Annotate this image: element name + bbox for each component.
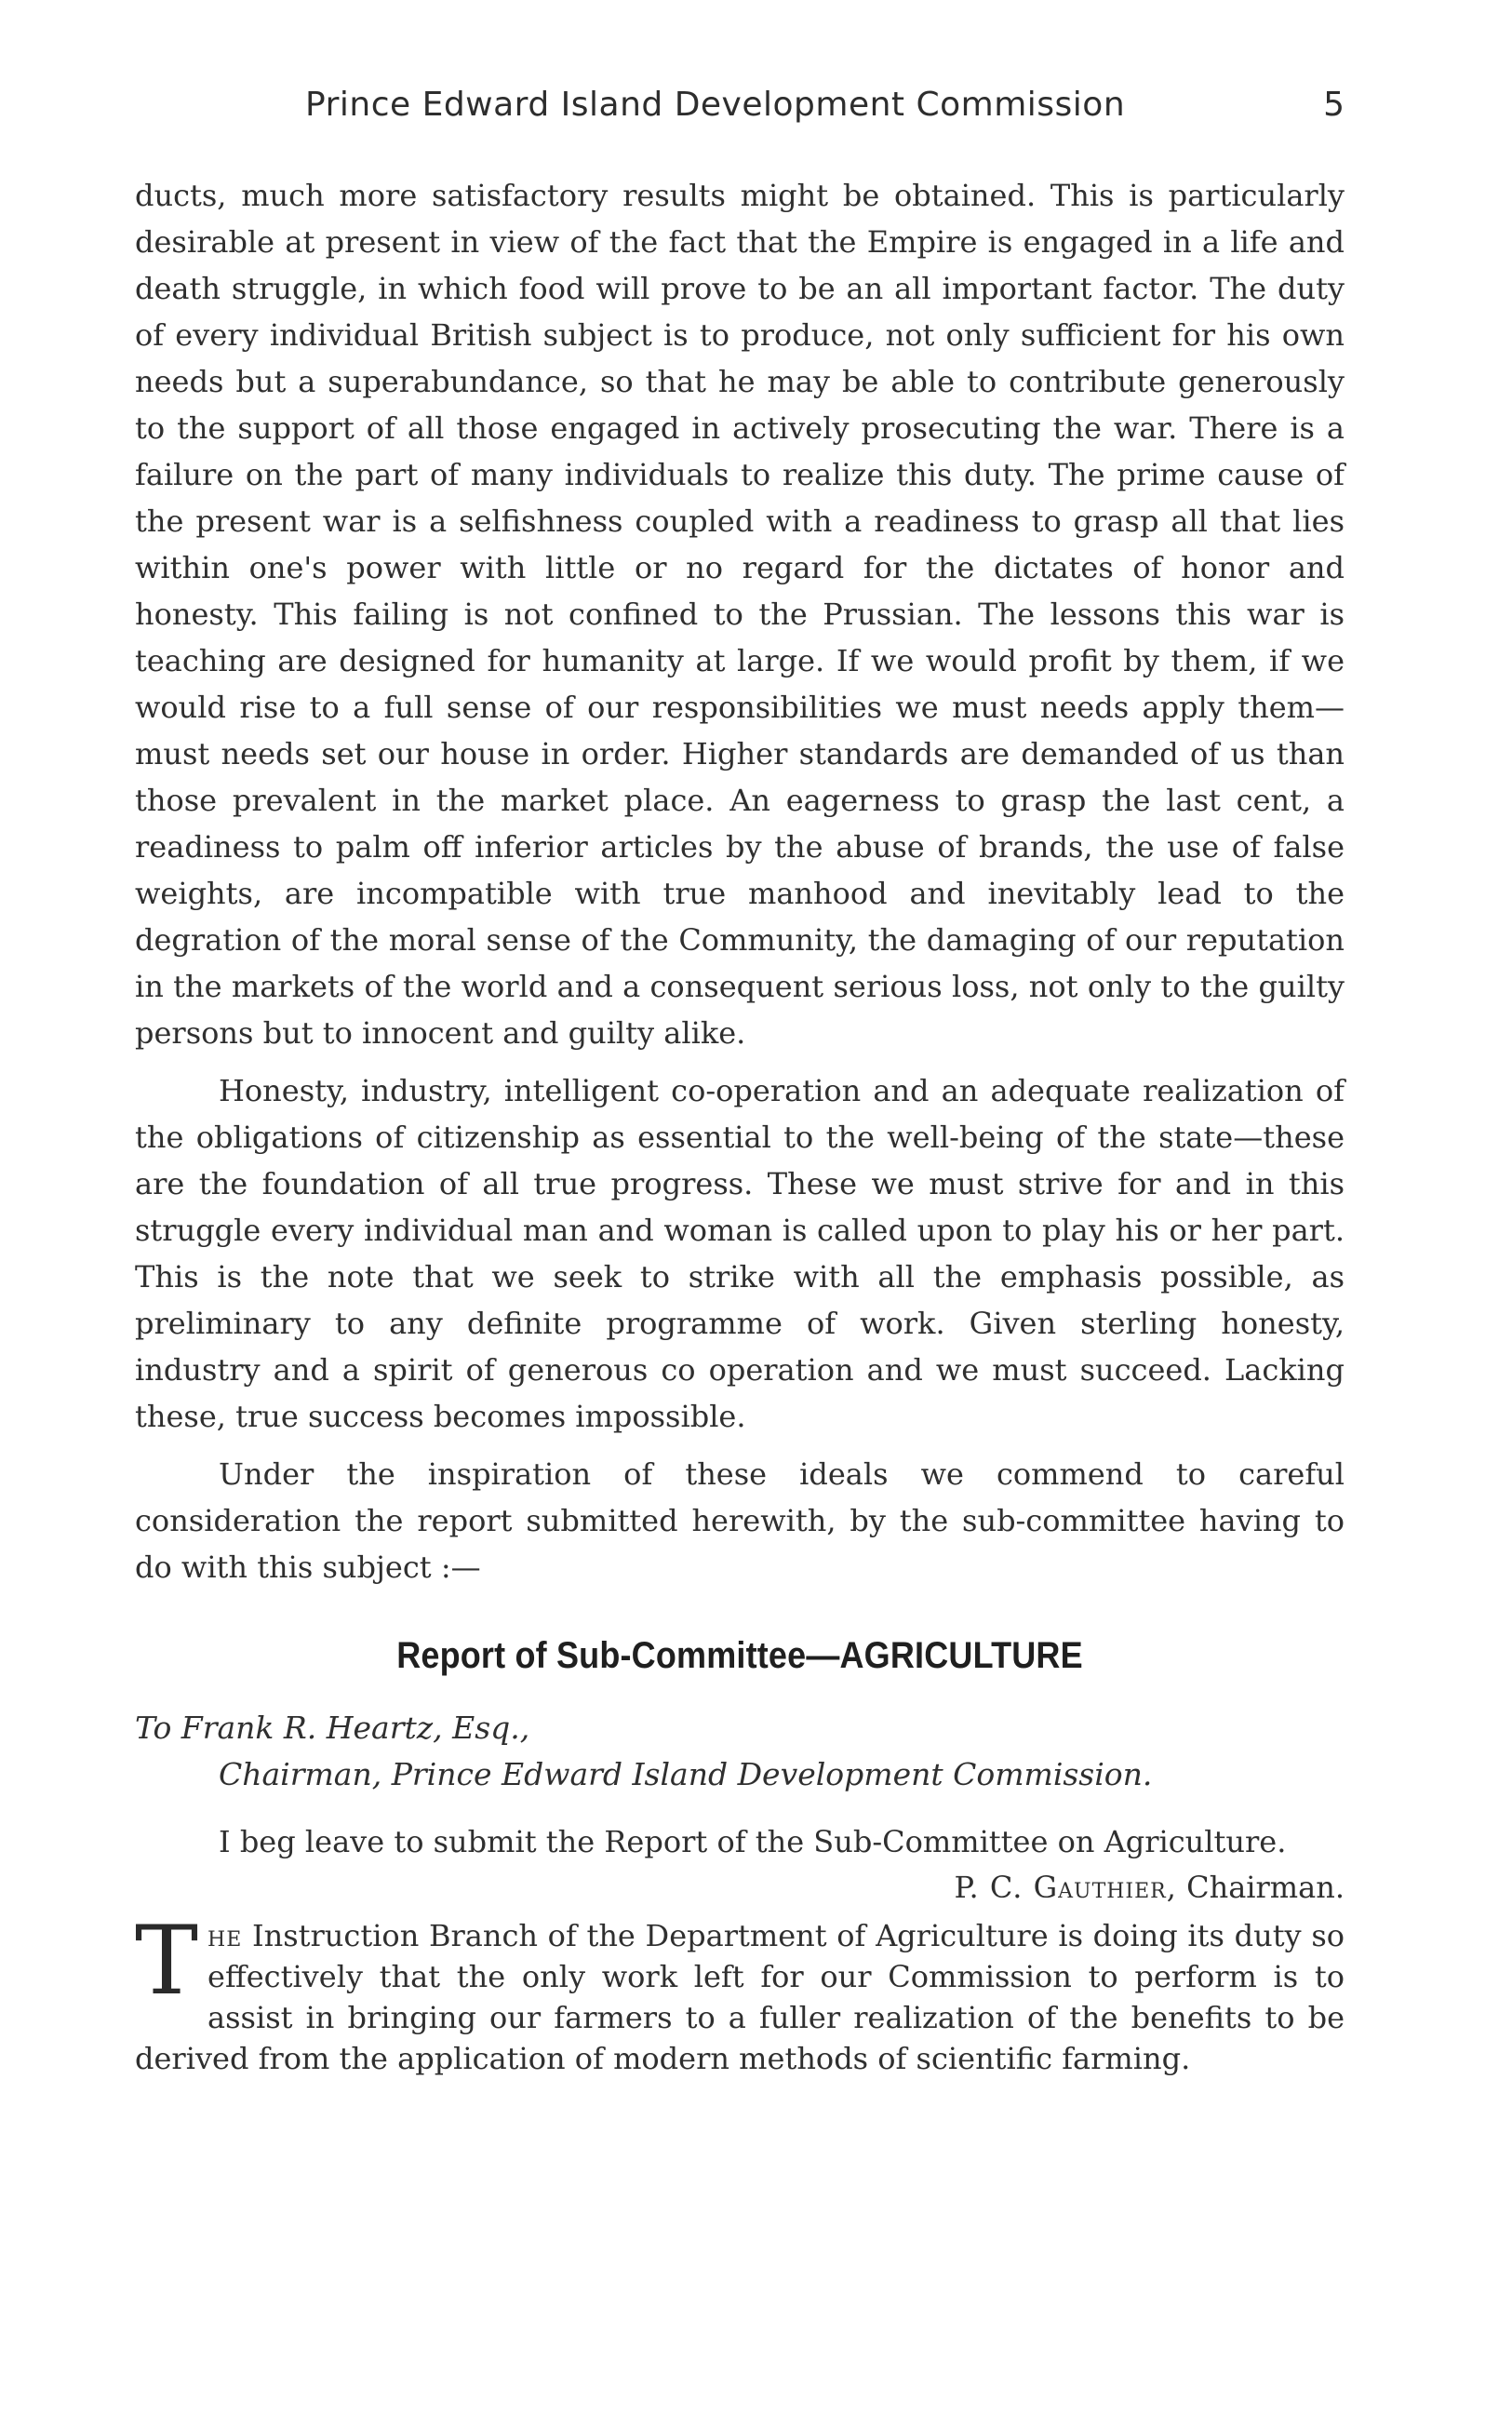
address-line-2: Chairman, Prince Edward Island Development Commission.	[219, 1756, 1153, 1792]
lead-caps: he	[207, 1918, 243, 1953]
final-paragraph-text: Instruction Branch of the Department of Agriculture is doing its duty so effectively that the only work left for our Commission to perform is to assist in bringing our farmers to a fuller realization of the benefits to be derived from the application of modern methods of scientific farming.	[135, 1918, 1345, 2076]
signature-name: P. C. Gauthier,	[954, 1870, 1177, 1905]
page-number: 5	[1323, 86, 1345, 124]
running-header	[135, 86, 1345, 132]
signature	[135, 1865, 1345, 1910]
paragraph-1: ducts, much more satisfactory results might be obtained. This is particularly desirable at present in view of the fact that the Empire is engaged in a life and death struggle, in which food will prove to be an all important factor. The duty of every individual British subject is to produce, not only sufficient for his own needs but a superabundance, so that he may be able to contribute generously to the support of all those engaged in actively prosecuting the war. There is a failure on the part of many individuals to realize this duty. The prime cause of the present war is a selfishness coupled with a readiness to grasp all that lies within one's power with little or no regard for the dictates of honor and honesty. This failing is not confined to the Prussian. The lessons this war is teaching are designed for humanity at large. If we would profit by them, if we would rise to a full sense of our responsibilities we must needs apply them—must needs set our house in order. Higher standards are demanded of us than those prevalent in the market place. An eagerness to grasp the last cent, a readiness to palm off inferior articles by the abuse of brands, the use of false weights, are incompatible with true manhood and inevitably lead to the degration of the moral sense of the Community, the damaging of our reputation in the markets of the world and a consequent serious loss, not only to the guilty persons but to innocent and guilty alike.	[135, 178, 1345, 1051]
paragraph-2: Honesty, industry, intelligent co-operation and an adequate realization of the obligations of citizenship as essential to the well-being of the state—these are the foundation of all true progress. These we must strive for and in this struggle every individual man and woman is called upon to play his or her part. This is the note that we seek to strike with all the emphasis possible, as preliminary to any definite programme of work. Given sterling honesty, industry and a spirit of generous co operation and we must succeed. Lacking these, true success becomes impossible.	[135, 1073, 1345, 1434]
signature-title: Chairman.	[1186, 1870, 1345, 1905]
body-text	[135, 172, 1345, 2109]
submission-paragraph: I beg leave to submit the Report of the Sub-Committee on Agriculture.	[219, 1824, 1287, 1859]
paragraph-3: Under the inspiration of these ideals we commend to careful consideration the report submitted herewith, by the sub-committee having to do with this subject :—	[135, 1456, 1345, 1585]
section-heading: Report of Sub-Committee—AGRICULTURE	[396, 1635, 1083, 1676]
drop-cap: T	[135, 1906, 199, 2017]
address-line-1: To Frank R. Heartz, Esq.,	[135, 1710, 530, 1746]
final-paragraph	[135, 1906, 1345, 2079]
running-title: Prince Edward Island Development Commission	[305, 86, 1126, 124]
